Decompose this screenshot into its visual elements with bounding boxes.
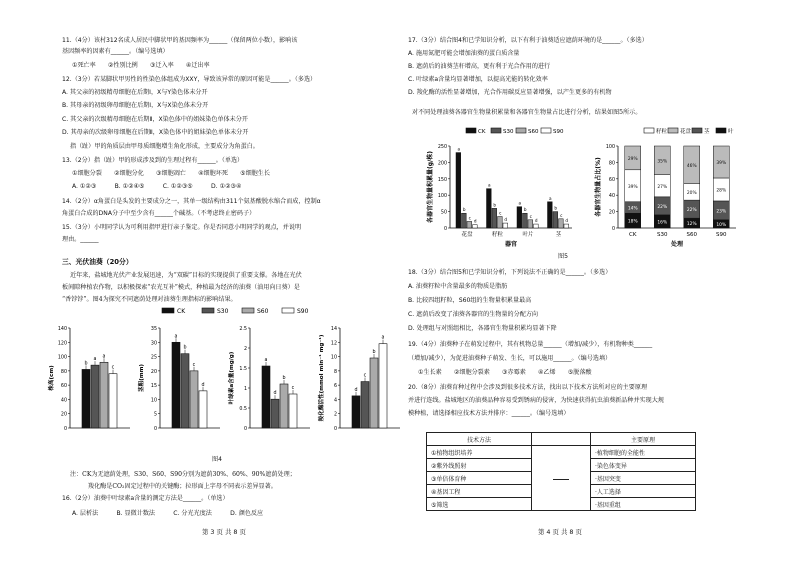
fig5b-category-label: S30 xyxy=(657,232,668,238)
q14-line1: 14.（2分）α角蛋白是头发的主要成分之一，其单一级结构由311个氨基酸脱水缩合而成，控制α xyxy=(62,198,321,205)
fig4-y-label: 株高(cm) xyxy=(49,365,55,391)
fig4-tick-label: 14 xyxy=(330,327,337,332)
intro-line-3: “香饽饽”。图4为探究不同遮荫处理对油葵生理指标的影响结果。 xyxy=(62,296,237,303)
q12-option-c: C. 其父亲的次级精母细胞在后期Ⅱ，X染色体中的姐妹染色单体未分开 xyxy=(62,116,248,123)
fig4-bar xyxy=(91,365,99,428)
fig5b-segment-label: 22% xyxy=(657,204,668,210)
fig4-legend-label: S30 xyxy=(217,308,229,315)
figure-5 xyxy=(408,122,748,252)
fig5a-tick-label: 150 xyxy=(437,177,447,183)
figure-4-note-2: 羧化酶是CO₂固定过程中的关键酶；拉形面上字母不同表示差异显著。 xyxy=(88,483,277,490)
fig5b-segment-label: 22% xyxy=(686,208,697,214)
fig5a-bar xyxy=(492,208,497,228)
fig5a-bar xyxy=(503,223,508,228)
fig5b-category-label: CK xyxy=(629,232,637,238)
fig4-bar xyxy=(262,366,270,428)
figure-5-intro: 对不同处理油葵各器官生物量积累量和各器官生物量占比进行分析，结果如图5所示。 xyxy=(412,109,642,116)
fig5b-segment-label: 16% xyxy=(657,220,668,226)
fig4-tick-label: 10 xyxy=(330,355,337,361)
fig4-significance-letter: a xyxy=(264,358,268,363)
table-link-column xyxy=(532,446,591,511)
fig4-tick-label: 0 xyxy=(243,427,247,432)
fig4-tick-label: 8 xyxy=(333,369,337,375)
fig5b-legend-swatch xyxy=(716,128,726,133)
fig5a-significance-letter: b xyxy=(523,207,527,213)
q17-option-a: A. 施用氮肥可能会增加油葵的蛋白质含量 xyxy=(408,50,520,57)
link-dash xyxy=(553,479,569,480)
section-3-title: 三、光伏油葵（20分） xyxy=(62,258,133,266)
fig5a-tick-label: 250 xyxy=(437,145,447,150)
fig5b-category-label: S60 xyxy=(686,232,697,238)
fig5b-legend-label: 花盘 xyxy=(680,129,692,135)
q20-line1: 20.（8分）油葵育种过程中会涉及到很多技术方法，找出以下技术方法所对应的主要原理 xyxy=(408,384,648,391)
fig4-significance-letter: c xyxy=(111,365,115,371)
q13-options-2: A. ①②③ B. ①②④⑤ C. ①②③⑤ D. ①②③④ xyxy=(72,183,242,190)
fig5b-legend-swatch xyxy=(668,128,678,133)
fig5a-category-label: 籽粒 xyxy=(491,232,504,238)
figure-4 xyxy=(42,306,385,454)
fig5b-segment-label: 39% xyxy=(627,184,638,190)
figure-4-note-1: 注：CK为无遮荫处理，S30、S60、S90分别为遮荫30%、60%、90%遮荫处理； xyxy=(70,471,296,478)
intro-line-1: 近年来，盐城地光伏产业发展迅速，为“双碳”目标的实现提供了重要支撑。各地在光伏 xyxy=(70,272,302,279)
q12-stem: 12.（3分）若某脚状甲男性的性染色体组成为XXY，导致该异常的原因可能是______。（多选） xyxy=(62,76,317,83)
fig5a-significance-letter: a xyxy=(518,200,522,206)
fig5b-legend-label: 籽粒 xyxy=(656,129,668,135)
table-row xyxy=(427,446,696,459)
q20-line2: 并进行连线。盐城地区的油葵品种容易受到锈病的侵害，为快速获得抗虫油葵新品种并实现大规 xyxy=(408,397,664,404)
fig5a-bar xyxy=(534,224,539,228)
fig5a-significance-letter: b xyxy=(493,202,497,208)
fig4-tick-label: 40 xyxy=(60,398,67,404)
fig4-significance-letter: b xyxy=(183,345,187,351)
q16-stem: 16.（2分）油葵中叶绿素a含量的测定方法是______。（单选） xyxy=(62,495,229,502)
q19-options: ①生长素 ②细胞分裂素 ③赤霉素 ④乙烯 ⑤脱落酸 xyxy=(418,369,592,376)
fig5a-legend-swatch xyxy=(516,128,526,133)
table-header-method: 技术方法 xyxy=(427,433,532,446)
fig5b-x-label: 处理 xyxy=(670,241,684,248)
fig4-tick-label: 80 xyxy=(60,369,67,375)
fig4-y-label: 叶绿素a含量(mg/g) xyxy=(229,351,235,405)
fig4-significance-letter: c xyxy=(363,373,367,379)
fig5a-significance-letter: a xyxy=(457,146,461,152)
fig4-legend-swatch xyxy=(282,308,294,313)
fig4-tick-label: 10 xyxy=(150,398,157,404)
fig4-legend-label: S60 xyxy=(257,308,269,315)
table-link-area xyxy=(532,433,591,446)
method-4: ④基因工程 xyxy=(427,485,532,498)
fig5a-legend-label: S60 xyxy=(528,129,539,135)
figure-5-caption: 图5 xyxy=(558,253,568,260)
fig5b-segment-label: 23% xyxy=(716,209,727,215)
fig5a-tick-label: 0 xyxy=(443,227,447,232)
fig5a-significance-letter: d xyxy=(565,218,569,224)
fig4-tick-label: 35 xyxy=(150,327,157,332)
fig5b-segment-label: 20% xyxy=(686,190,697,196)
fig4-tick-label: 0.5 xyxy=(239,407,247,412)
fig4-tick-label: 2 xyxy=(243,347,247,352)
q13-stem: 13.（2分）指（趾）甲的形成涉及到的生理过程有______。（单选） xyxy=(62,157,244,164)
fig4-bar xyxy=(109,374,117,428)
fig5b-tick-label: 100 xyxy=(605,145,615,150)
fig4-significance-letter: d xyxy=(273,391,277,397)
fig5b-segment-label: 27% xyxy=(657,184,668,190)
fig5a-significance-letter: a xyxy=(487,182,491,188)
fig4-legend-label: CK xyxy=(177,308,186,315)
fig5a-bar xyxy=(498,217,503,228)
fig5a-significance-letter: a xyxy=(548,195,552,201)
fig5a-legend-label: S90 xyxy=(553,129,564,135)
fig4-tick-label: 1.5 xyxy=(239,367,247,372)
fig4-legend-swatch xyxy=(162,308,174,313)
fig4-tick-label: 100 xyxy=(57,355,67,361)
technique-table xyxy=(426,432,696,511)
fig4-tick-label: 4 xyxy=(333,398,337,404)
q17-option-b: B. 遮荫后的油葵茎秆增高，更有利于光合作用的进行 xyxy=(408,63,551,70)
q18-option-d: D. 处理组与对照组相比，各器官生物量积累均显著下降 xyxy=(408,325,557,332)
fig4-tick-label: 25 xyxy=(150,355,157,361)
fig4-bar xyxy=(280,384,288,428)
fig4-tick-label: 12 xyxy=(330,341,337,347)
fig4-legend-swatch xyxy=(242,308,254,313)
fig4-bar xyxy=(370,358,378,428)
fig5a-x-label: 器官 xyxy=(504,241,518,248)
fig5a-bar xyxy=(456,153,461,228)
figure-4-caption: 图4 xyxy=(212,456,222,463)
principle-4: ·人工选择 xyxy=(591,485,696,498)
fig4-bar xyxy=(190,371,198,428)
q18-option-c: C. 遮荫后改变了油葵各器官的生物量的分配方向 xyxy=(408,311,539,318)
q18-option-b: B. 比较四组籽粒，S60组的生物量积累量最高 xyxy=(408,297,532,304)
fig4-tick-label: 2 xyxy=(333,412,337,418)
fig5a-bar xyxy=(553,212,558,228)
fig4-tick-label: 1 xyxy=(243,387,247,392)
fig4-bar xyxy=(199,391,207,428)
fig4-significance-letter: a xyxy=(102,354,106,360)
intro-line-2: 板间隙种植农作物，以积极探索“农光互补”模式，种植最为经济的油葵（油用向日葵）是 xyxy=(62,284,300,291)
q19-line1: 19.（4分）油葵种子在萌发过程中，其有机物总量______（增加/减少），有机物种类______ xyxy=(408,341,653,348)
fig5a-significance-letter: c xyxy=(529,213,532,219)
q14-line2: 角蛋白合成的DNA分子中至少含有______个碱基。（不考虑终止密码子） xyxy=(62,210,256,217)
fig4-legend-label: S90 xyxy=(297,308,309,315)
principle-2: ·染色体变异 xyxy=(591,459,696,472)
fig4-bar xyxy=(82,369,90,428)
fig4-tick-label: 20 xyxy=(60,412,67,418)
fig4-y-label: 羧化酶活性(mmol min⁻¹ mg⁻¹) xyxy=(319,334,325,422)
fig5a-tick-label: 200 xyxy=(437,161,447,167)
fig5b-tick-label: 0 xyxy=(611,227,615,232)
fig4-tick-label: 0 xyxy=(333,427,337,432)
fig4-tick-label: 15 xyxy=(150,384,157,390)
fig4-tick-label: 0 xyxy=(153,427,157,432)
fig5a-significance-letter: b xyxy=(462,207,466,213)
fig4-significance-letter: d xyxy=(201,382,205,388)
fig4-bar xyxy=(271,399,279,428)
fig4-significance-letter: c xyxy=(192,362,196,368)
method-5: ⑤筛选 xyxy=(427,498,532,511)
q12-option-a: A. 其父亲的初级精母细胞在后期Ⅰ，X与Y染色体未分开 xyxy=(62,89,208,96)
fig5a-bar xyxy=(487,189,492,228)
left-page xyxy=(49,0,402,561)
fig4-bar xyxy=(379,344,387,428)
fig4-tick-label: 140 xyxy=(57,327,67,332)
fig5a-tick-label: 50 xyxy=(440,210,447,216)
fig5a-bar xyxy=(517,207,522,228)
fig4-tick-label: 0 xyxy=(63,427,67,432)
right-page-footer: 第 4 页 共 8 页 xyxy=(538,528,582,536)
table-header-row xyxy=(427,433,696,446)
q17-option-c: C. 叶绿素a含量均显著增加，以提高光能的转化效率 xyxy=(408,76,548,83)
fig5b-segment-label: 28% xyxy=(716,188,727,194)
fig5a-bar xyxy=(462,213,467,228)
fig5a-significance-letter: b xyxy=(554,205,558,211)
fig5a-significance-letter: d xyxy=(534,218,538,224)
fig5a-legend-label: CK xyxy=(478,129,486,135)
fig4-bar xyxy=(181,354,189,428)
fig4-significance-letter: d xyxy=(354,387,358,393)
fig5a-legend-swatch xyxy=(541,128,551,133)
fig4-tick-label: 2.5 xyxy=(239,327,247,332)
fig5a-bar xyxy=(548,202,553,228)
fig5b-segment-label: 29% xyxy=(627,156,638,162)
fig5b-segment-label: 46% xyxy=(686,163,697,169)
fig5a-significance-letter: c xyxy=(560,212,563,218)
fig5b-legend-swatch xyxy=(692,128,702,133)
fig4-significance-letter: a xyxy=(381,335,385,341)
right-page xyxy=(408,0,748,561)
fig5a-bar xyxy=(473,225,478,228)
method-3: ③单倍体育种 xyxy=(427,472,532,485)
fig5a-bar xyxy=(467,221,472,228)
fig5a-bar xyxy=(564,224,569,228)
method-2: ②紫外线照射 xyxy=(427,459,532,472)
fig5a-significance-letter: c xyxy=(499,210,502,216)
q20-line3: 模种植，请选择相应技术方法并排序：______。（编号选填） xyxy=(408,410,570,417)
fig5b-tick-label: 80 xyxy=(608,161,615,167)
fig5a-significance-letter: d xyxy=(473,218,477,224)
fig5a-legend-label: S30 xyxy=(503,129,514,135)
fig4-bar xyxy=(352,396,360,428)
fig4-legend-swatch xyxy=(202,308,214,313)
q12-option-b: B. 其母亲的初级卵母细胞在后期Ⅰ，X与X染色体未分开 xyxy=(62,102,209,109)
fig4-bar xyxy=(361,382,369,428)
fig5b-tick-label: 20 xyxy=(608,210,615,216)
nail-note: 指（趾）甲的角质层由甲母质细胞增生角化形成，主要成分为角蛋白。 xyxy=(70,143,259,150)
fig4-tick-label: 60 xyxy=(60,384,67,390)
principle-5: ·基因重组 xyxy=(591,498,696,511)
fig5b-segment-label: 10% xyxy=(716,222,727,228)
fig4-bar xyxy=(100,362,108,428)
q12-option-d: D. 其母亲的次级卵母细胞在后期Ⅱ，X染色体中的姐妹染色单体未分开 xyxy=(62,129,249,136)
q15-line1: 15.（3分）小明同学认为可利用指甲进行亲子鉴定。你是否同意小明同学的观点，并说明 xyxy=(62,224,302,231)
fig5b-segment-label: 39% xyxy=(716,160,727,166)
fig5b-tick-label: 60 xyxy=(608,177,615,183)
fig4-significance-letter: b xyxy=(282,376,286,381)
fig4-tick-label: 20 xyxy=(150,369,157,375)
fig5a-category-label: 叶片 xyxy=(522,232,534,238)
q19-line2: （增加/减少），为促进油葵种子萌发、生长，可以施用______。（编号选填） xyxy=(408,355,612,362)
fig5b-segment-label: 12% xyxy=(686,222,697,228)
q15-line2: 理由。______ xyxy=(62,236,99,243)
fig5b-legend-label: 叶 xyxy=(728,129,734,135)
table-header-principle: 主要原理 xyxy=(591,433,696,446)
fig5a-legend-swatch xyxy=(466,128,476,133)
fig4-tick-label: 6 xyxy=(333,384,337,390)
fig4-significance-letter: a xyxy=(174,334,178,340)
q17-option-d: D. 羧化酶的活性显著增加，光合作用碳反应显著增强，以产生更多的有机物 xyxy=(408,89,612,96)
fig5a-bar xyxy=(523,213,528,228)
fig5a-bar xyxy=(559,219,564,228)
fig4-bar xyxy=(289,394,297,428)
fig4-bar xyxy=(172,342,180,428)
fig4-tick-label: 120 xyxy=(57,341,67,347)
fig4-significance-letter: b xyxy=(372,350,376,355)
fig5a-legend-swatch xyxy=(491,128,501,133)
fig5a-tick-label: 100 xyxy=(437,194,447,200)
q13-options-1: ①细胞分裂 ②细胞分化 ③细胞凋亡 ④细胞坏死 ⑤细胞生长 xyxy=(72,170,270,177)
left-page-footer: 第 3 页 共 8 页 xyxy=(202,528,246,536)
fig5a-significance-letter: d xyxy=(504,217,508,223)
q11-line1: 11.（4分）该村312名成人居民中脚状甲的基因频率为______（保留两位小数），影响该 xyxy=(62,37,298,44)
fig5a-category-label: 花盘 xyxy=(461,232,473,238)
fig4-significance-letter: b xyxy=(84,361,88,367)
fig4-tick-label: 30 xyxy=(150,341,157,347)
fig4-y-label: 茎粗(mm) xyxy=(139,364,145,392)
fig4-significance-letter: a xyxy=(93,357,97,363)
fig5b-tick-label: 40 xyxy=(608,194,615,200)
fig5a-y-label: 各器官生物量积累量(g/株) xyxy=(427,151,434,223)
principle-3: ·基因突变 xyxy=(591,472,696,485)
q11-line2: 基因频率的因素有______。（编号选填） xyxy=(62,48,169,55)
principle-1: ·植物细胞的全能性 xyxy=(591,446,696,459)
fig4-significance-letter: c xyxy=(291,386,295,391)
fig5a-significance-letter: c xyxy=(468,215,471,221)
q17-stem: 17.（3分）结合图4和已学知识分析，以下有利于油葵适应遮荫环境的是______。（多选） xyxy=(408,37,648,44)
fig5b-category-label: S90 xyxy=(716,232,727,238)
fig4-tick-label: 5 xyxy=(153,412,157,418)
q18-stem: 18.（3分）结合图5和已学知识分析，下列说法不正确的是______。（多选） xyxy=(408,269,612,276)
fig5a-category-label: 茎 xyxy=(555,232,562,238)
q11-options: ①死亡率 ②性别比例 ③迁入率 ④迁出率 xyxy=(72,62,210,69)
fig5b-legend-label: 茎 xyxy=(704,129,710,135)
fig5a-bar xyxy=(528,220,533,228)
q16-options: A. 层析法 B. 显微计数法 C. 分光光度法 D. 颜色反应 xyxy=(72,510,264,517)
fig5b-segment-label: 18% xyxy=(627,219,638,225)
fig5b-y-label: 各器官生物量占比(%) xyxy=(595,157,602,217)
fig5b-segment-label: 35% xyxy=(657,159,668,165)
fig5b-segment-label: 14% xyxy=(627,206,638,212)
method-1: ①植物组织培养 xyxy=(427,446,532,459)
q18-option-a: A. 油葵籽粒中含量最多的物质是脂肪 xyxy=(408,283,508,290)
fig5b-legend-swatch xyxy=(644,128,654,133)
